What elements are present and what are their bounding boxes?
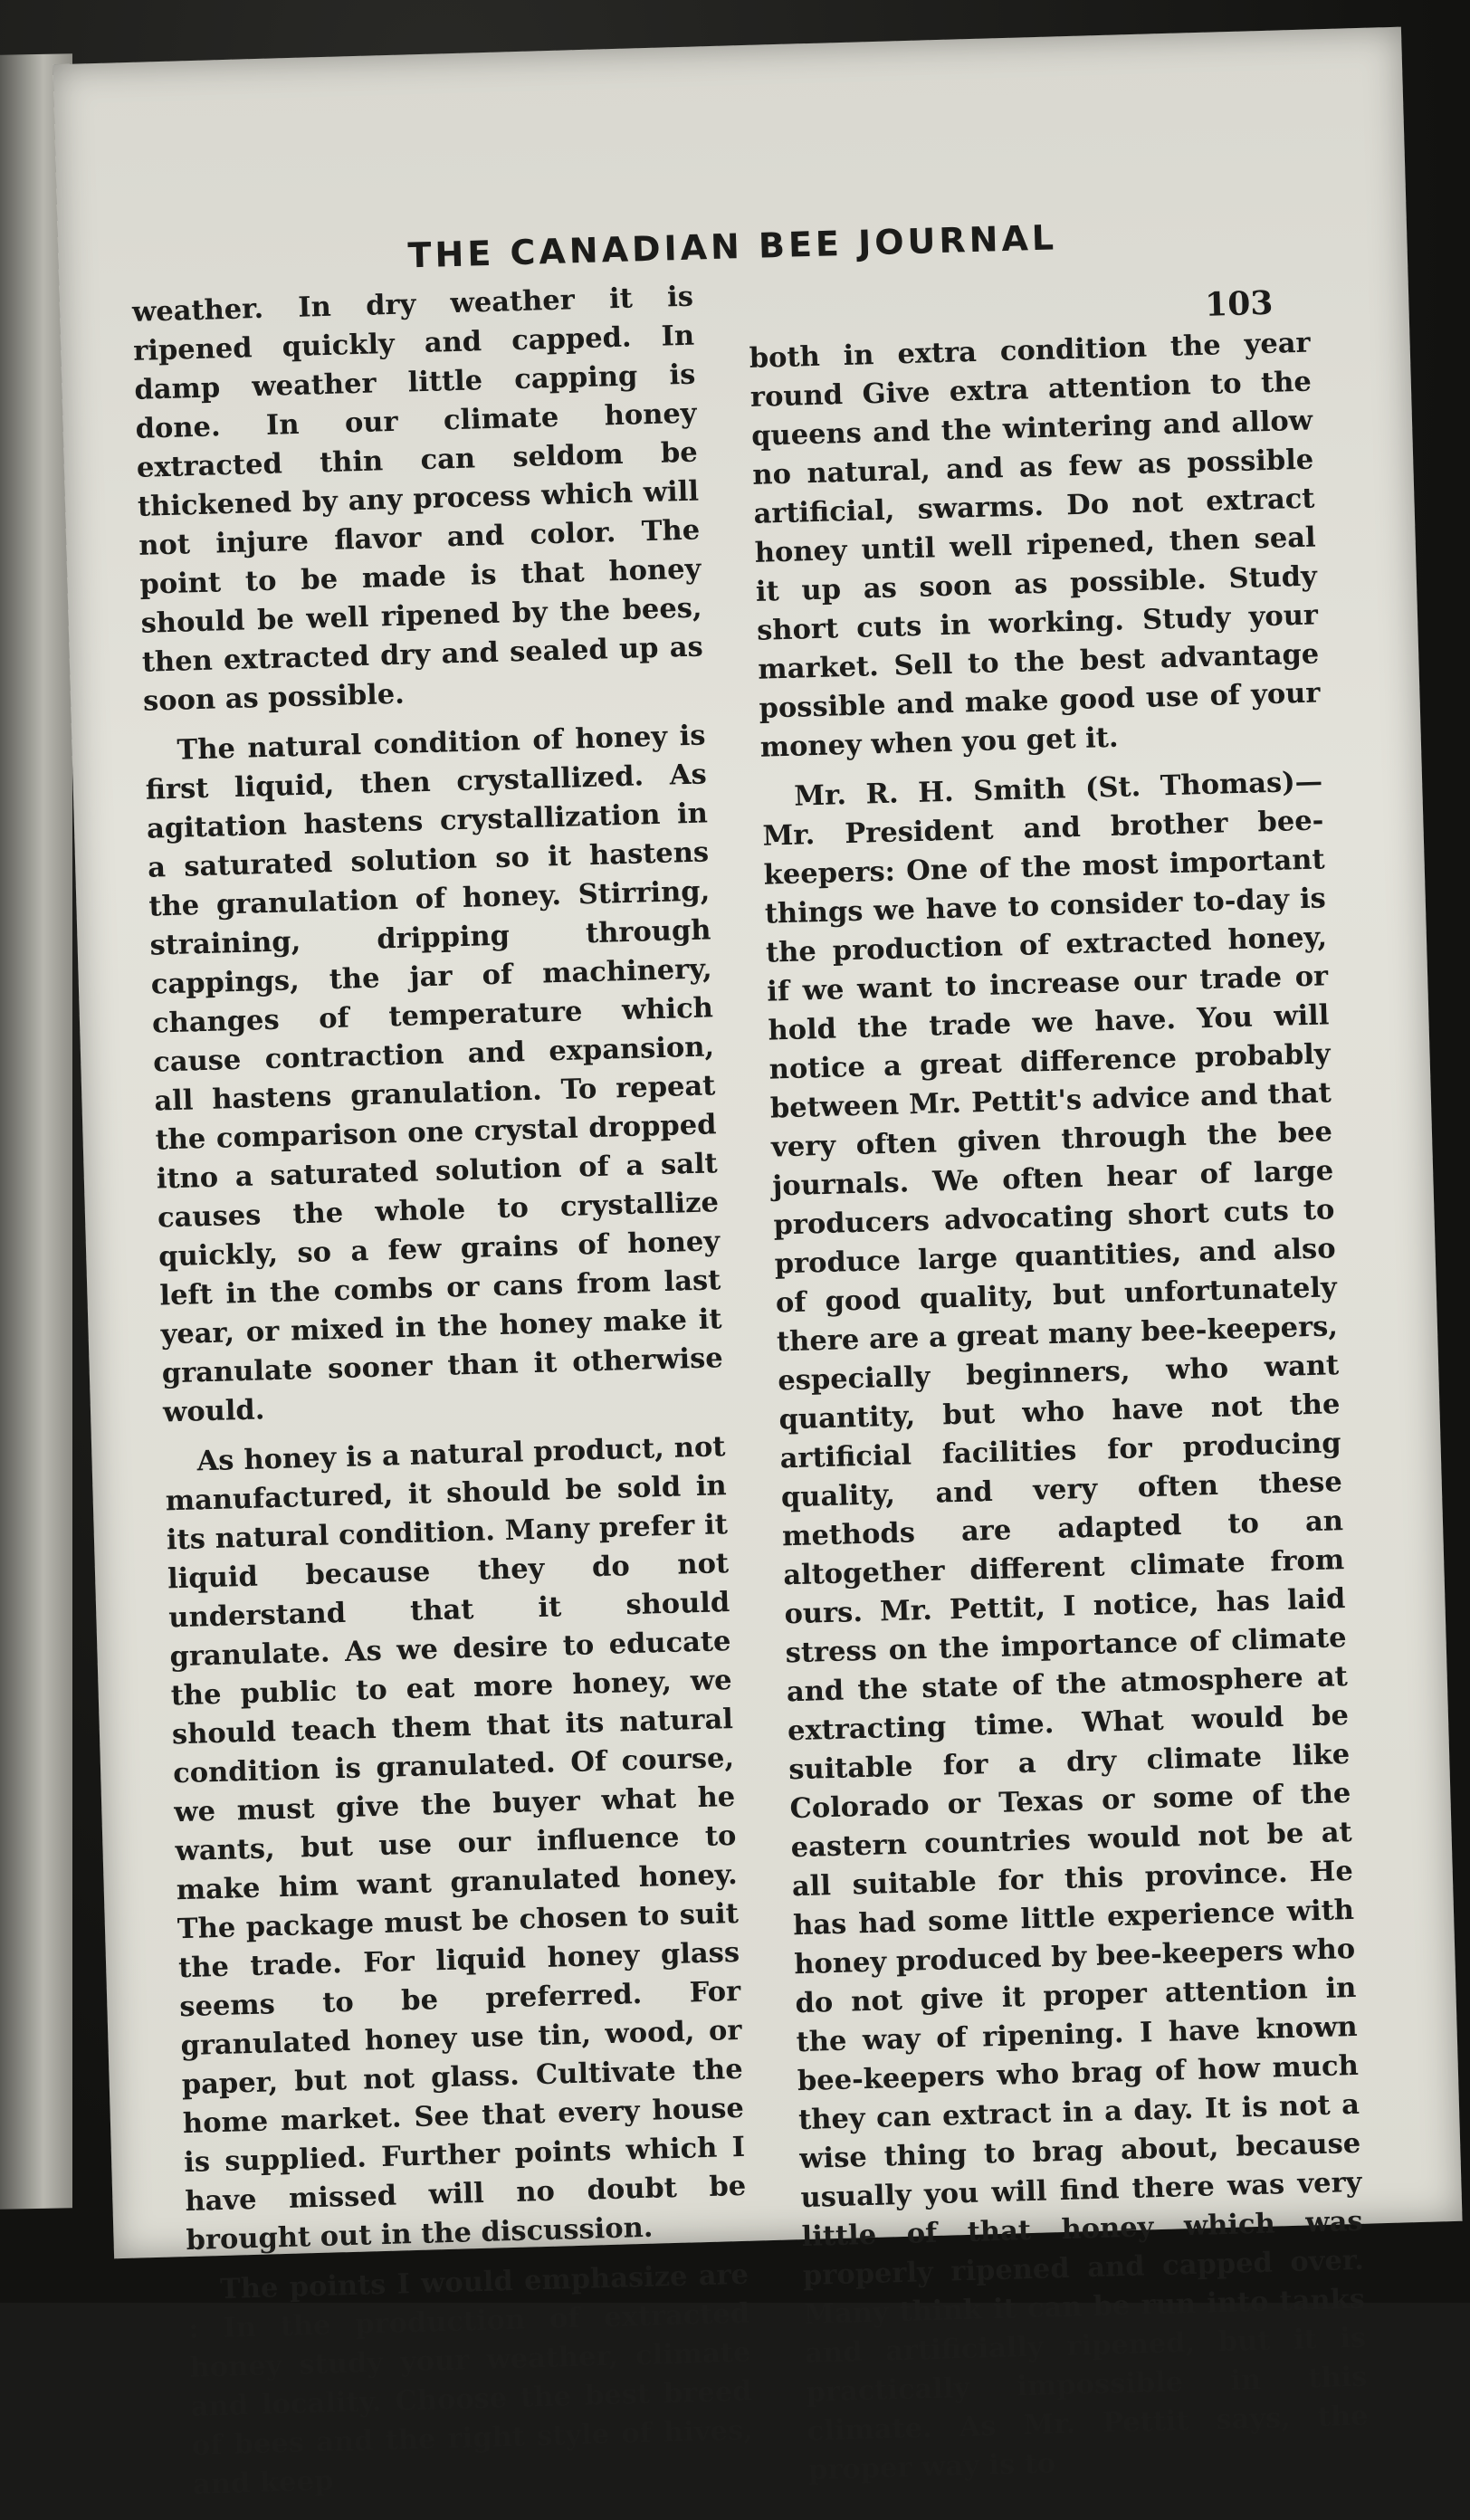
page-number: 103: [1204, 283, 1274, 324]
paragraph: The points I would emphasize are : In the production of extracted honey study your weather, climate and locality. Choose the best breed of bees and the right style of hives, and keep: [187, 2258, 754, 2501]
paragraph: As honey is a natural product, not manufactured, it should be sold in its natural condition. Many prefer it liquid because they do not understand that it should granulate. As we desire to educate the public to eat more honey, we should teach them that its natural condition is granulated. Of course, we must give the buyer what he wants, but use our influence to make him want granulated honey. The package must be chosen to suit the trade. For liquid honey glass seems to be preferred. For granulated honey use tin, wood, or paper, but not glass. Cultivate the home market. See that every house is supplied. Further points which I have missed will no doubt be brought out in the discussion.: [165, 1430, 747, 2258]
journal-page: [52, 27, 1462, 2501]
paragraph: The natural condition of honey is first liquid, then crystallized. As agitation hastens crystallization in a saturated solution so it hastens the granulation of honey. Stirring, straining, dripping through cappings, the jar of machinery, changes of temperature which cause contraction and expansion, all hastens granulation. To repeat the comparison one crystal dropped itno a saturated solution of a salt causes the whole to crystallize quickly, so a few grains of honey left in the combs or cans from last year, or mixed in the honey make it granulate sooner than it otherwise would.: [145, 719, 724, 1429]
running-header: THE CANADIAN BEE JOURNAL: [407, 217, 1058, 276]
paragraph: weather. In dry weather it is ripened quickly and capped. In damp weather little capping is done. In our climate honey extracted thin can seldom be thickened by any process which will not injure flavor and color. The point to be made is that honey should be well ripened by the bees, then extracted dry and sealed up as soon as possible.: [131, 280, 704, 718]
paragraph: both in extra condition the year round Give extra attention to the queens and the wintering and allow no natural, and as few as possible artificial, swarms. Do not extract honey until well ripened, then seal it up as soon as possible. Study short cuts in working. Study your market. Sell to the best advantage possible and make good use of your money when you get it.: [749, 326, 1321, 764]
left-column: [132, 278, 755, 2515]
right-column: [749, 324, 1370, 2501]
paragraph: Mr. R. H. Smith (St. Thomas)—Mr. President and brother bee-keepers: One of the most important things we have to consider to-day is the production of extracted honey, if we want to increase our trade or hold the trade we have. You will notice a great difference probably between Mr. Pettit's advice and that very often given through the bee journals. We often hear of large producers advocating short cuts to produce large quantities, and also of good quality, but unfortunately there are a great many bee-keepers, especially beginners, who want quantity, but who have not the artificial facilities for producing quality, and very often these methods are adapted to an altogether different climate from ours. Mr. Pettit, I notice, has laid stress on the importance of climate and the state of the atmosphere at extracting time. What would be suitable for a dry climate like Colorado or Texas or some of the eastern countries would not be at all suitable for this province. He has had some little experience with honey produced by bee-keepers who do not give it proper attention in the way of ripening. I have known bee-keepers who brag of how much they can extract in a day. It is not a wise thing to brag about, because usually you will find there was very little of that honey which was properly ripened and capped over. Many think it can be run into tanks and artificially ripened, but it is practically impossible in this climate. As Mr. Pettit says, the proper way is to: [762, 765, 1370, 2487]
